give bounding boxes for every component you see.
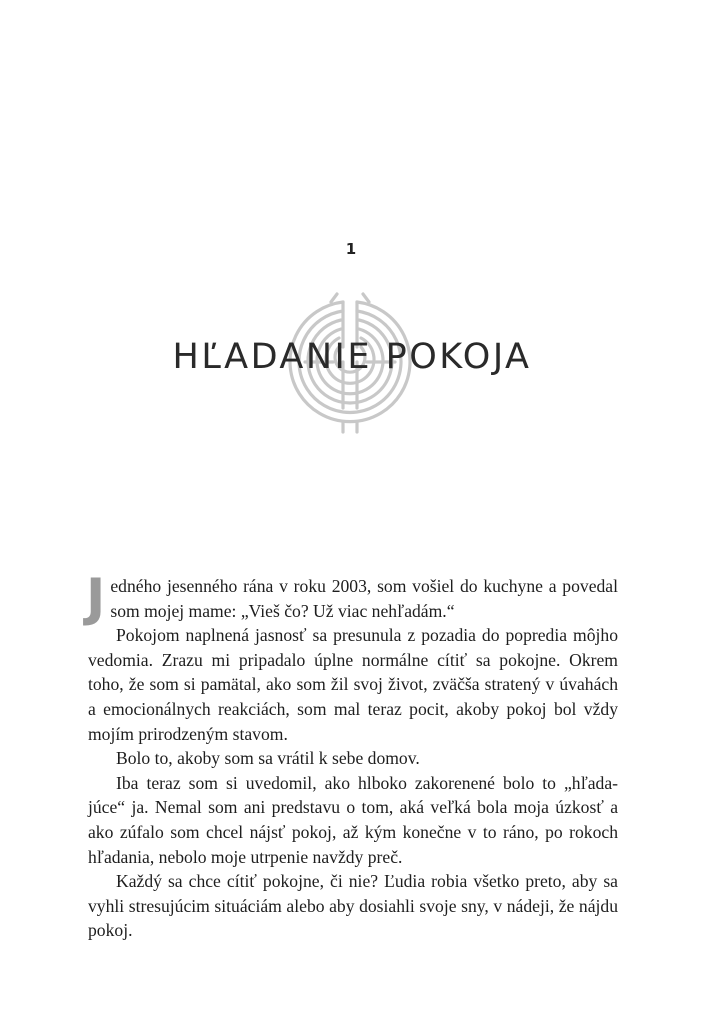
chapter-number: 1 [345,240,357,258]
chapter-title: HĽADANIE POKOJA [172,337,532,377]
paragraph: Bolo to, akoby som sa vrátil k sebe domov. [116,748,420,769]
paragraph: Iba teraz som si uvedomil, ako hlboko zakorenené bolo to „hľada-júce“ ja. Nemal som ani predstavu o tom, aká veľká bola moja úzkosť a ako zúfalo som chcel nájsť pokoj, až kým konečne v to ráno, po rokoch hľadania, nebolo moje utrpenie navždy preč. [88,772,618,867]
paragraph: Pokojom naplnená jasnosť sa presunula z pozadia do popredia môjho vedomia. Zrazu mi pripadalo úplne normálne cítiť sa pokojne. Okrem toho, že som si pamätal, ako som žil svoj život, zväčša stratený v úvahách a emocionálnych reakciách, som mal teraz pocit, akoby pokoj bol vždy mojím prirodzeným stavom. [88,625,618,744]
paragraph [86,568,618,628]
paragraph-text: edného jesenného rána v roku 2003, som vošiel do kuchyne a povedal som mojej mame: „Vieš čo? Už viac nehľadám.“ [110,576,618,621]
chapter-body [86,568,618,943]
drop-cap: J [86,568,106,628]
paragraph: Každý sa chce cítiť pokojne, či nie? Ľudia robia všetko preto, aby sa vyhli stresujúcim situáciám alebo aby dosiahli svoje sny, v nádeji, že nájdu pokoj. [88,871,618,941]
